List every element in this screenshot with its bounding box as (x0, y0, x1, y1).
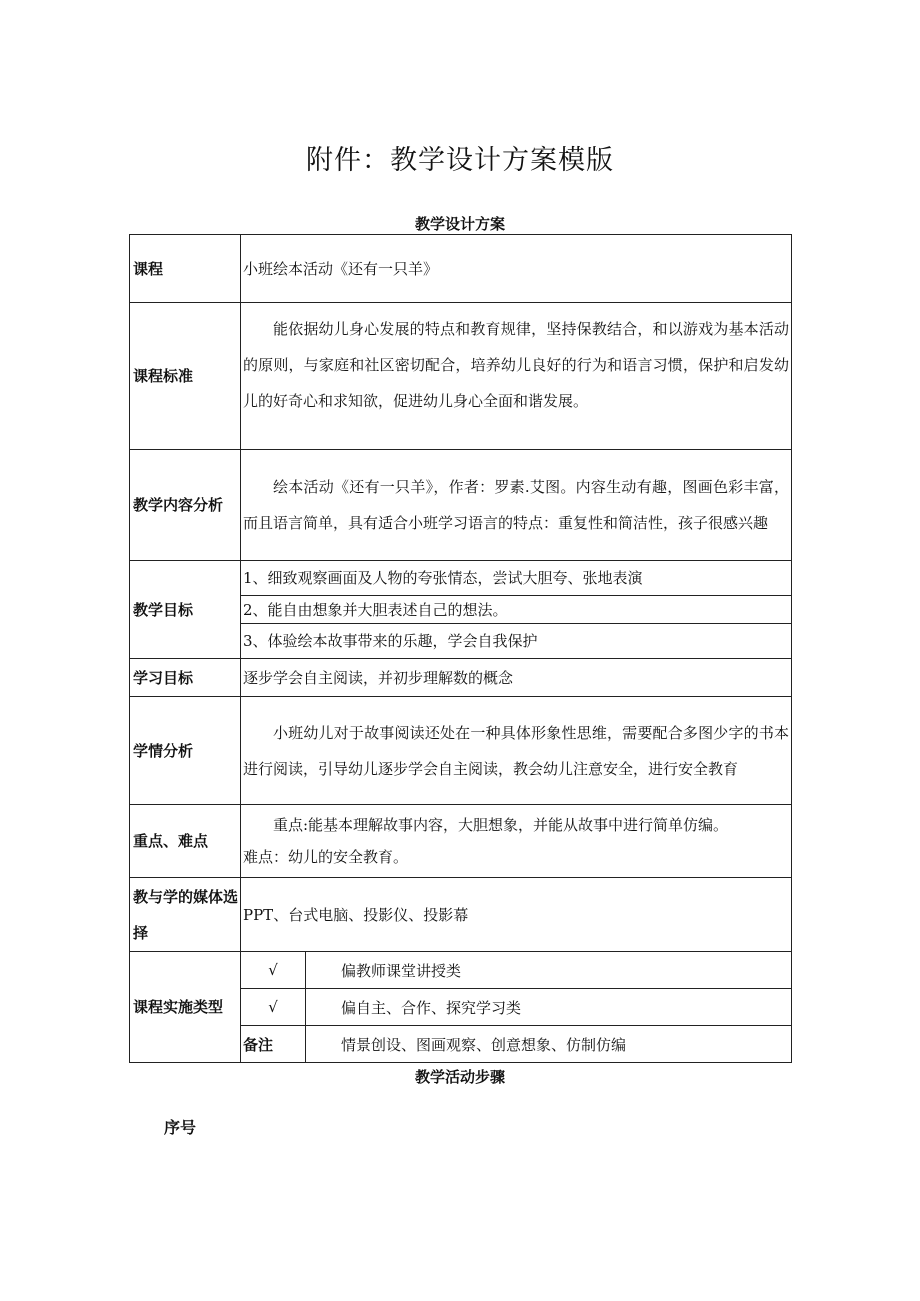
label-impl: 课程实施类型 (130, 952, 241, 1063)
label-content: 教学内容分析 (130, 450, 241, 561)
value-standard (241, 303, 792, 450)
value-learning: 逐步学会自主阅读，并初步理解数的概念 (241, 659, 792, 697)
key-text: 重点:能基本理解故事内容，大胆想象，并能从故事中进行简单仿编。 (273, 816, 729, 834)
check-mark: √ (241, 989, 306, 1026)
analysis-text: 小班幼儿对于故事阅读还处在一种具体形象性思维，需要配合多图少字的书本进行阅读，引导幼儿逐步学会自主阅读，教会幼儿注意安全，进行安全教育 (243, 723, 790, 778)
label-learning: 学习目标 (130, 659, 241, 697)
content-text: 绘本活动《还有一只羊》，作者：罗素.艾图。内容生动有趣，图画色彩丰富，而且语言简单，具有适合小班学习语言的特点：重复性和简洁性，孩子很感兴趣 (243, 478, 790, 532)
difficult-text: 难点：幼儿的安全教育。 (243, 848, 409, 866)
goal-item: 2、能自由想象并大胆表述自己的想法。 (241, 596, 792, 624)
goal-item: 1、细致观察画面及人物的夸张情态，尝试大胆夸、张地表演 (241, 561, 792, 596)
remark-label: 备注 (241, 1026, 306, 1063)
row-goal-1 (130, 561, 792, 596)
teaching-plan-table (129, 234, 792, 1063)
row-media (130, 878, 792, 952)
table-caption: 教学设计方案 (414, 215, 505, 233)
row-content (130, 450, 792, 561)
goal-item: 3、体验绘本故事带来的乐趣，学会自我保护 (241, 624, 792, 659)
row-analysis (130, 697, 792, 805)
value-course: 小班绘本活动《还有一只羊》 (241, 235, 792, 303)
label-key: 重点、难点 (130, 805, 241, 878)
row-course (130, 235, 792, 303)
document-title: 附件：教学设计方案模版 (306, 145, 614, 176)
label-media: 教与学的媒体选择 (130, 878, 241, 952)
value-media: PPT、台式电脑、投影仪、投影幕 (241, 878, 792, 952)
steps-caption: 教学活动步骤 (414, 1068, 505, 1086)
row-key (130, 805, 792, 878)
label-standard: 课程标准 (130, 303, 241, 450)
standard-text: 能依据幼儿身心发展的特点和教育规律，坚持保教结合，和以游戏为基本活动的原则，与家庭和社区密切配合，培养幼儿良好的行为和语言习惯，保护和启发幼儿的好奇心和求知欲，促进幼儿身心全面和谐发展。 (243, 320, 790, 410)
remark-text: 情景创设、图画观察、创意想象、仿制仿编 (306, 1026, 792, 1063)
row-learning (130, 659, 792, 697)
check-mark: √ (241, 952, 306, 989)
value-key (241, 805, 792, 878)
sequence-label: 序号 (164, 1118, 197, 1137)
label-goals: 教学目标 (130, 561, 241, 659)
value-content (241, 450, 792, 561)
label-course: 课程 (130, 235, 241, 303)
row-impl-1 (130, 952, 792, 989)
impl-option-text: 偏教师课堂讲授类 (306, 952, 792, 989)
row-standard (130, 303, 792, 450)
value-analysis (241, 697, 792, 805)
label-analysis: 学情分析 (130, 697, 241, 805)
impl-option-text: 偏自主、合作、探究学习类 (306, 989, 792, 1026)
